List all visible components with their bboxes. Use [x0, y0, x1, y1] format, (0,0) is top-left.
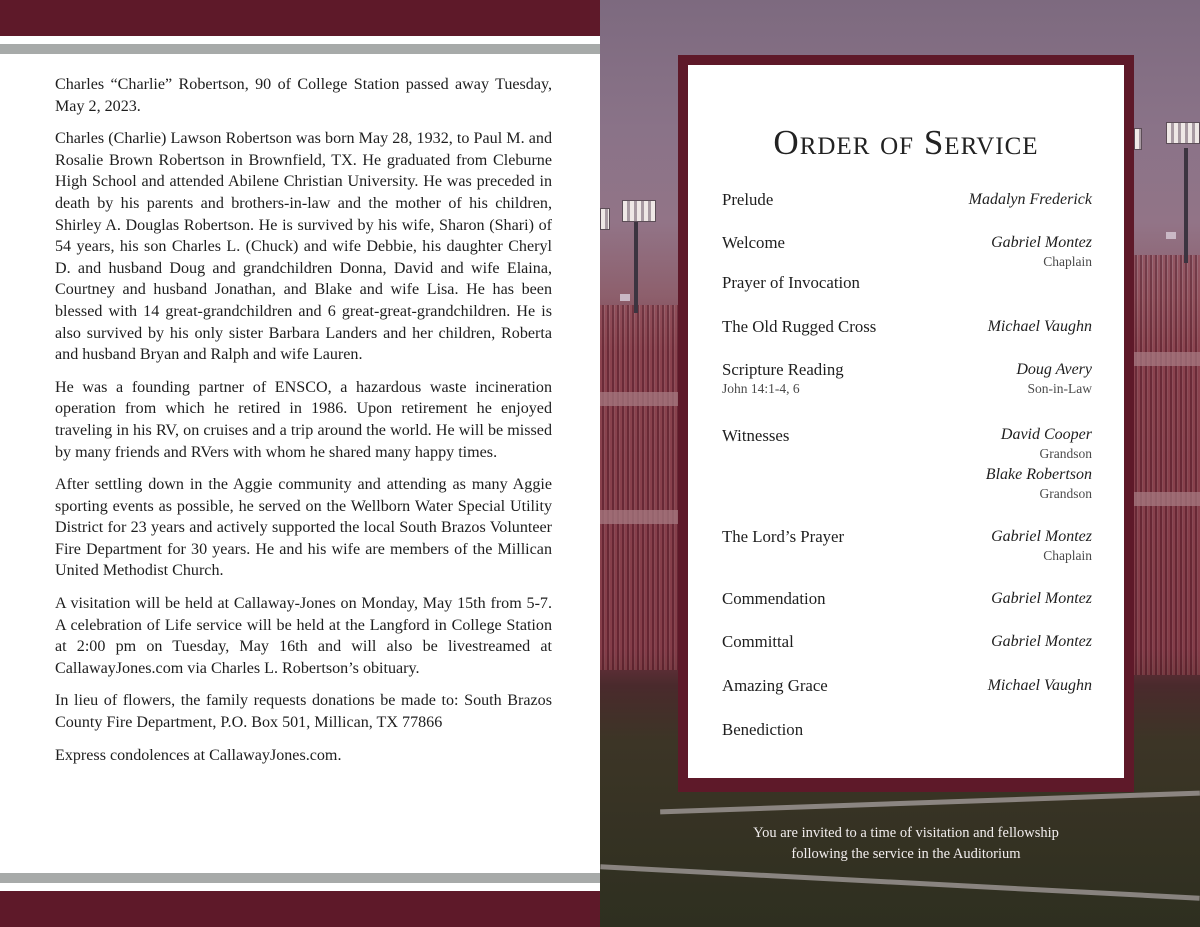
top-grey-band	[0, 44, 600, 54]
closing-note-line-1: You are invited to a time of visitation and fellowship	[753, 825, 1059, 841]
service-card	[688, 65, 1124, 778]
service-item-role: Grandson	[1039, 446, 1092, 461]
stadium-lights	[1166, 122, 1200, 144]
service-item-name: Witnesses	[722, 426, 790, 445]
service-item-name: Commendation	[722, 589, 826, 608]
stadium-tier	[600, 392, 678, 406]
service-item-person: Michael Vaughn	[987, 318, 1092, 335]
stadium-lights	[622, 200, 656, 222]
service-item-person: Doug Avery	[1016, 361, 1092, 378]
service-item-person: Michael Vaughn	[987, 677, 1092, 694]
service-item-name: The Lord’s Prayer	[722, 527, 845, 546]
top-maroon-band	[0, 0, 600, 36]
stadium-tier	[1133, 492, 1200, 506]
bottom-maroon-band	[0, 891, 600, 927]
field-yard-line	[600, 864, 1199, 900]
obituary-paragraph-1: Charles “Charlie” Robertson, 90 of College Station passed away Tuesday, May 2, 2023.	[55, 76, 552, 115]
light-pole	[1184, 148, 1188, 263]
obituary-paragraph-6: In lieu of flowers, the family requests donations be made to: South Brazos County Fire Department, P.O. Box 501, Millican, TX 77866	[55, 692, 552, 732]
service-item-name: Amazing Grace	[722, 676, 828, 695]
obituary-paragraph-3: He was a founding partner of ENSCO, a hazardous waste incineration operation from which he retired in 1986. Upon retirement he enjoyed traveling in his RV, on cruises and a trip around the world. He will be missed by many friends and RVers with whom he shared many happy times.	[55, 378, 552, 461]
flag	[620, 294, 630, 301]
flag	[1166, 232, 1176, 239]
stadium-lights	[1134, 128, 1142, 150]
service-item-name: Prelude	[722, 190, 774, 209]
light-pole	[634, 218, 638, 313]
bottom-grey-band	[0, 873, 600, 883]
service-item-person: Gabriel Montez	[991, 234, 1092, 251]
obituary-paragraph-5: A visitation will be held at Callaway-Jones on Monday, May 15th from 5-7. A celebration of Life service will be held at the Langford in College Station at 2:00 pm on Tuesday, May 16th and will also be livestreamed at CallawayJones.com via Charles L. Robertson’s obituary.	[55, 595, 552, 677]
field-yard-line	[660, 791, 1200, 815]
obituary-text	[55, 74, 552, 777]
stadium-crowd-left	[600, 305, 678, 670]
closing-note-line-2: following the service in the Auditorium	[791, 846, 1021, 862]
service-item-scripture: John 14:1-4, 6	[722, 381, 800, 396]
service-item-name: Benediction	[722, 720, 804, 739]
stadium-crowd-right	[1133, 255, 1200, 675]
closing-note	[678, 823, 1134, 865]
stadium-lights	[600, 208, 610, 230]
stadium-tier	[1133, 352, 1200, 366]
service-item-person: Blake Robertson	[985, 466, 1092, 483]
service-item-name: Welcome	[722, 233, 785, 252]
service-item-person: Gabriel Montez	[991, 633, 1092, 650]
service-item-name: The Old Rugged Cross	[722, 317, 877, 336]
service-item-role: Chaplain	[1043, 254, 1092, 269]
stadium-tier	[600, 510, 678, 524]
obituary-paragraph-4: After settling down in the Aggie community and attending as many Aggie sporting events as possible, he served on the Wellborn Water Special Utility District for 23 years and actively supported the local South Brazos Volunteer Fire Department for 30 years. He and his wife are members of the Millican United Methodist Church.	[55, 476, 552, 580]
service-item-name: Scripture Reading	[722, 360, 844, 379]
service-item-person: David Cooper	[1000, 426, 1092, 443]
service-item-person: Gabriel Montez	[991, 590, 1092, 607]
obituary-paragraph-7: Express condolences at CallawayJones.com.	[55, 746, 342, 764]
service-title: Order of Service	[773, 123, 1039, 162]
order-of-service-panel	[600, 0, 1200, 927]
service-item-name: Committal	[722, 632, 794, 651]
service-card-frame	[678, 55, 1134, 792]
service-item-person: Gabriel Montez	[991, 528, 1092, 545]
service-item-role: Chaplain	[1043, 548, 1092, 563]
service-item-name: Prayer of Invocation	[722, 273, 860, 292]
service-item-role: Grandson	[1039, 486, 1092, 501]
obituary-paragraph-2: Charles (Charlie) Lawson Robertson was born May 28, 1932, to Paul M. and Rosalie Brown Robertson in Brownfield, TX. He graduated from Cleburne High School and attended Abilene Christian University. He was preceded in death by his parents and brothers-in-law and the mother of his children, Shirley A. Douglas Robertson. He is survived by his wife, Sharon (Shari) of 54 years, his son Charles L. (Chuck) and wife Debbie, his daughter Cheryl D. and husband Doug and grandchildren Donna, David and wife Elaina, Courtney and husband Jonathan, and Blake and wife Lisa. He has been blessed with 14 great-grandchildren and 6 great-great-grandchildren. He is also survived by his only sister Barbara Landers and her children, Roberta and husband Bryan and Ralph and wife Lauren.	[55, 130, 552, 364]
service-item-person: Madalyn Frederick	[968, 191, 1092, 208]
service-item-role: Son-in-Law	[1027, 381, 1092, 396]
